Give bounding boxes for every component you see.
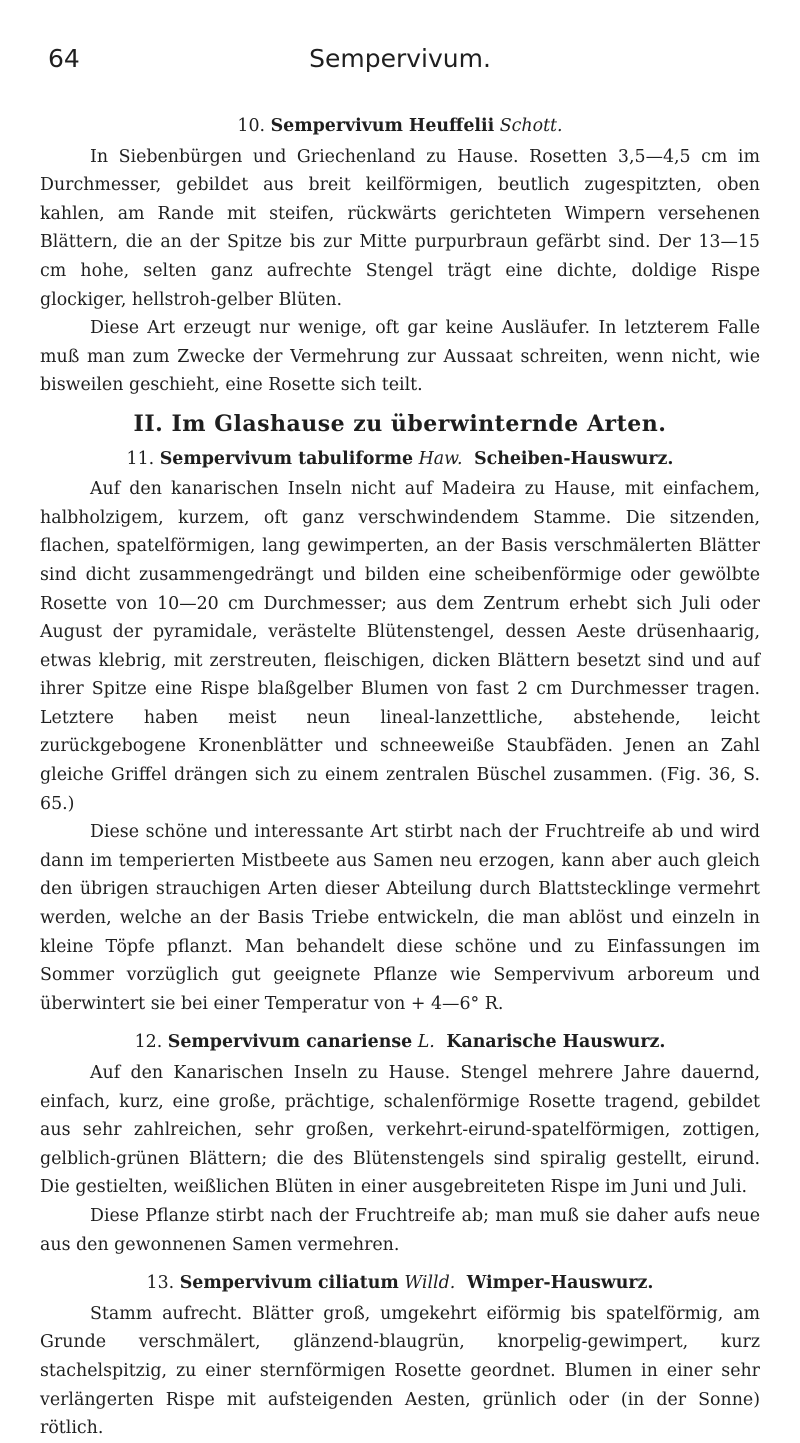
- entry-11-number: 11.: [126, 448, 155, 469]
- entry-10-description: In Siebenbürgen und Griechenland zu Hause. Rosetten 3,5—4,5 cm im Durchmesser, gebildet aus breit keilförmigen, beutlich zugespitzten, oben kahlen, am Rande mit steifen, rückwärts gerichteten Wimpern versehenen Blättern, die an der Spitze bis zur Mitte purpurbraun gefärbt sind. Der 13—15 cm hohe, selten ganz aufrechte Stengel trägt eine dichte, doldige Rispe glockiger, hellstroh-gelber Blüten.: [40, 146, 760, 310]
- entry-11-latin-name: Sempervivum tabuliforme: [159, 448, 414, 469]
- entry-12-author: L.: [417, 1032, 435, 1053]
- running-title: Sempervivum.: [309, 44, 491, 73]
- entry-11-vernacular: Scheiben-Hauswurz.: [474, 448, 674, 469]
- entry-13-author: Willd.: [404, 1273, 456, 1294]
- entry-13-description: Stamm aufrecht. Blätter groß, umgekehrt eiförmig bis spatelförmig, am Grunde verschmälert, glänzend-blaugrün, knorpelig-gewimpert, kurz stachelspitzig, zu einer sternförmigen Rosette geordnet. Blumen in einer sehr verlängerten Rispe mit aufsteigenden Aesten, grünlich oder (in der Sonne) rötlich.: [40, 1303, 760, 1439]
- page-header: [40, 44, 760, 84]
- entry-11-author: Haw.: [418, 448, 463, 469]
- entry-11-culture: Diese schöne und interessante Art stirbt nach der Fruchtreife ab und wird dann im temperierten Mistbeete aus Samen neu erzogen, kann aber auch gleich den übrigen strauchigen Arten dieser Abteilung durch Blattstecklinge vermehrt werden, welche an der Basis Triebe entwickeln, die man ablöst und einzeln in kleine Töpfe pflanzt. Man behandelt diese schöne und zu Einfassungen im Sommer vorzüglich gut geeignete Pflanze wie Sempervivum arboreum und überwintert sie bei einer Temperatur von + 4—6° R.: [40, 822, 760, 1014]
- entry-10-culture: Diese Art erzeugt nur wenige, oft gar keine Ausläufer. In letzterem Falle muß man zum Zwecke der Vermehrung zur Aussaat schreiten, wenn nicht, wie bisweilen geschieht, eine Rosette sich teilt.: [40, 318, 760, 396]
- page-number: 64: [48, 44, 80, 73]
- entry-12-heading: [40, 1028, 760, 1057]
- page-content: [40, 112, 760, 1443]
- entry-10-heading: [40, 112, 760, 141]
- entry-10-number: 10.: [237, 116, 266, 136]
- entry-10-latin-name: Sempervivum Heuffelii: [270, 116, 495, 136]
- entry-12-description: Auf den Kanarischen Inseln zu Hause. Stengel mehrere Jahre dauernd, einfach, kurz, eine große, prächtige, schalenförmige Rosette tragend, gebildet aus sehr zahlreichen, sehr großen, verkehrt-eirund-spatelförmigen, zottigen, gelblich-grünen Blättern; die des Blütenstengels sind spiralig gestellt, eirund. Die gestielten, weißlichen Blüten in einer ausgebreiteten Rispe im Juni und Juli.: [40, 1063, 760, 1198]
- entry-11-description: Auf den kanarischen Inseln nicht auf Madeira zu Hause, mit einfachem, halbholzigem, kurzem, oft ganz verschwindendem Stamme. Die sitzenden, flachen, spatelförmigen, lang gewimperten, an der Basis verschmälerten Blätter sind dicht zusammengedrängt und bilden eine scheibenförmige oder gewölbte Rosette von 10—20 cm Durchmesser; aus dem Zentrum erhebt sich Juli oder August der pyramidale, verästelte Blütenstengel, dessen Aeste drüsenhaarig, etwas klebrig, mit zerstreuten, fleischigen, dicken Blättern besetzt sind und auf ihrer Spitze eine Rispe blaßgelber Blumen von fast 2 cm Durchmesser tragen. Letztere haben meist neun lineal-lanzettliche, abstehende, leicht zurückgebogene Kronenblätter und schneeweiße Staubfäden. Jenen an Zahl gleiche Griffel drängen sich zu einem zentralen Büschel zusammen. (Fig. 36, S. 65.): [40, 479, 760, 814]
- entry-12-number: 12.: [134, 1032, 163, 1053]
- entry-12-vernacular: Kanarische Hauswurz.: [446, 1032, 666, 1053]
- entry-10-author: Schott.: [499, 116, 563, 136]
- entry-12-culture: Diese Pflanze stirbt nach der Fruchtreife ab; man muß sie daher aufs neue aus den gewonnenen Samen vermehren.: [40, 1205, 760, 1255]
- entry-12-latin-name: Sempervivum canariense: [167, 1032, 413, 1053]
- entry-13-number: 13.: [146, 1273, 175, 1294]
- section-title: Im Glashause zu überwinternde Arten.: [171, 410, 667, 437]
- entry-11-heading: [40, 445, 760, 474]
- section-heading: [40, 410, 760, 439]
- entry-13-latin-name: Sempervivum ciliatum: [179, 1273, 399, 1294]
- entry-13-vernacular: Wimper-Hauswurz.: [466, 1273, 654, 1294]
- entry-13-heading: [40, 1269, 760, 1298]
- section-number: II.: [133, 410, 164, 437]
